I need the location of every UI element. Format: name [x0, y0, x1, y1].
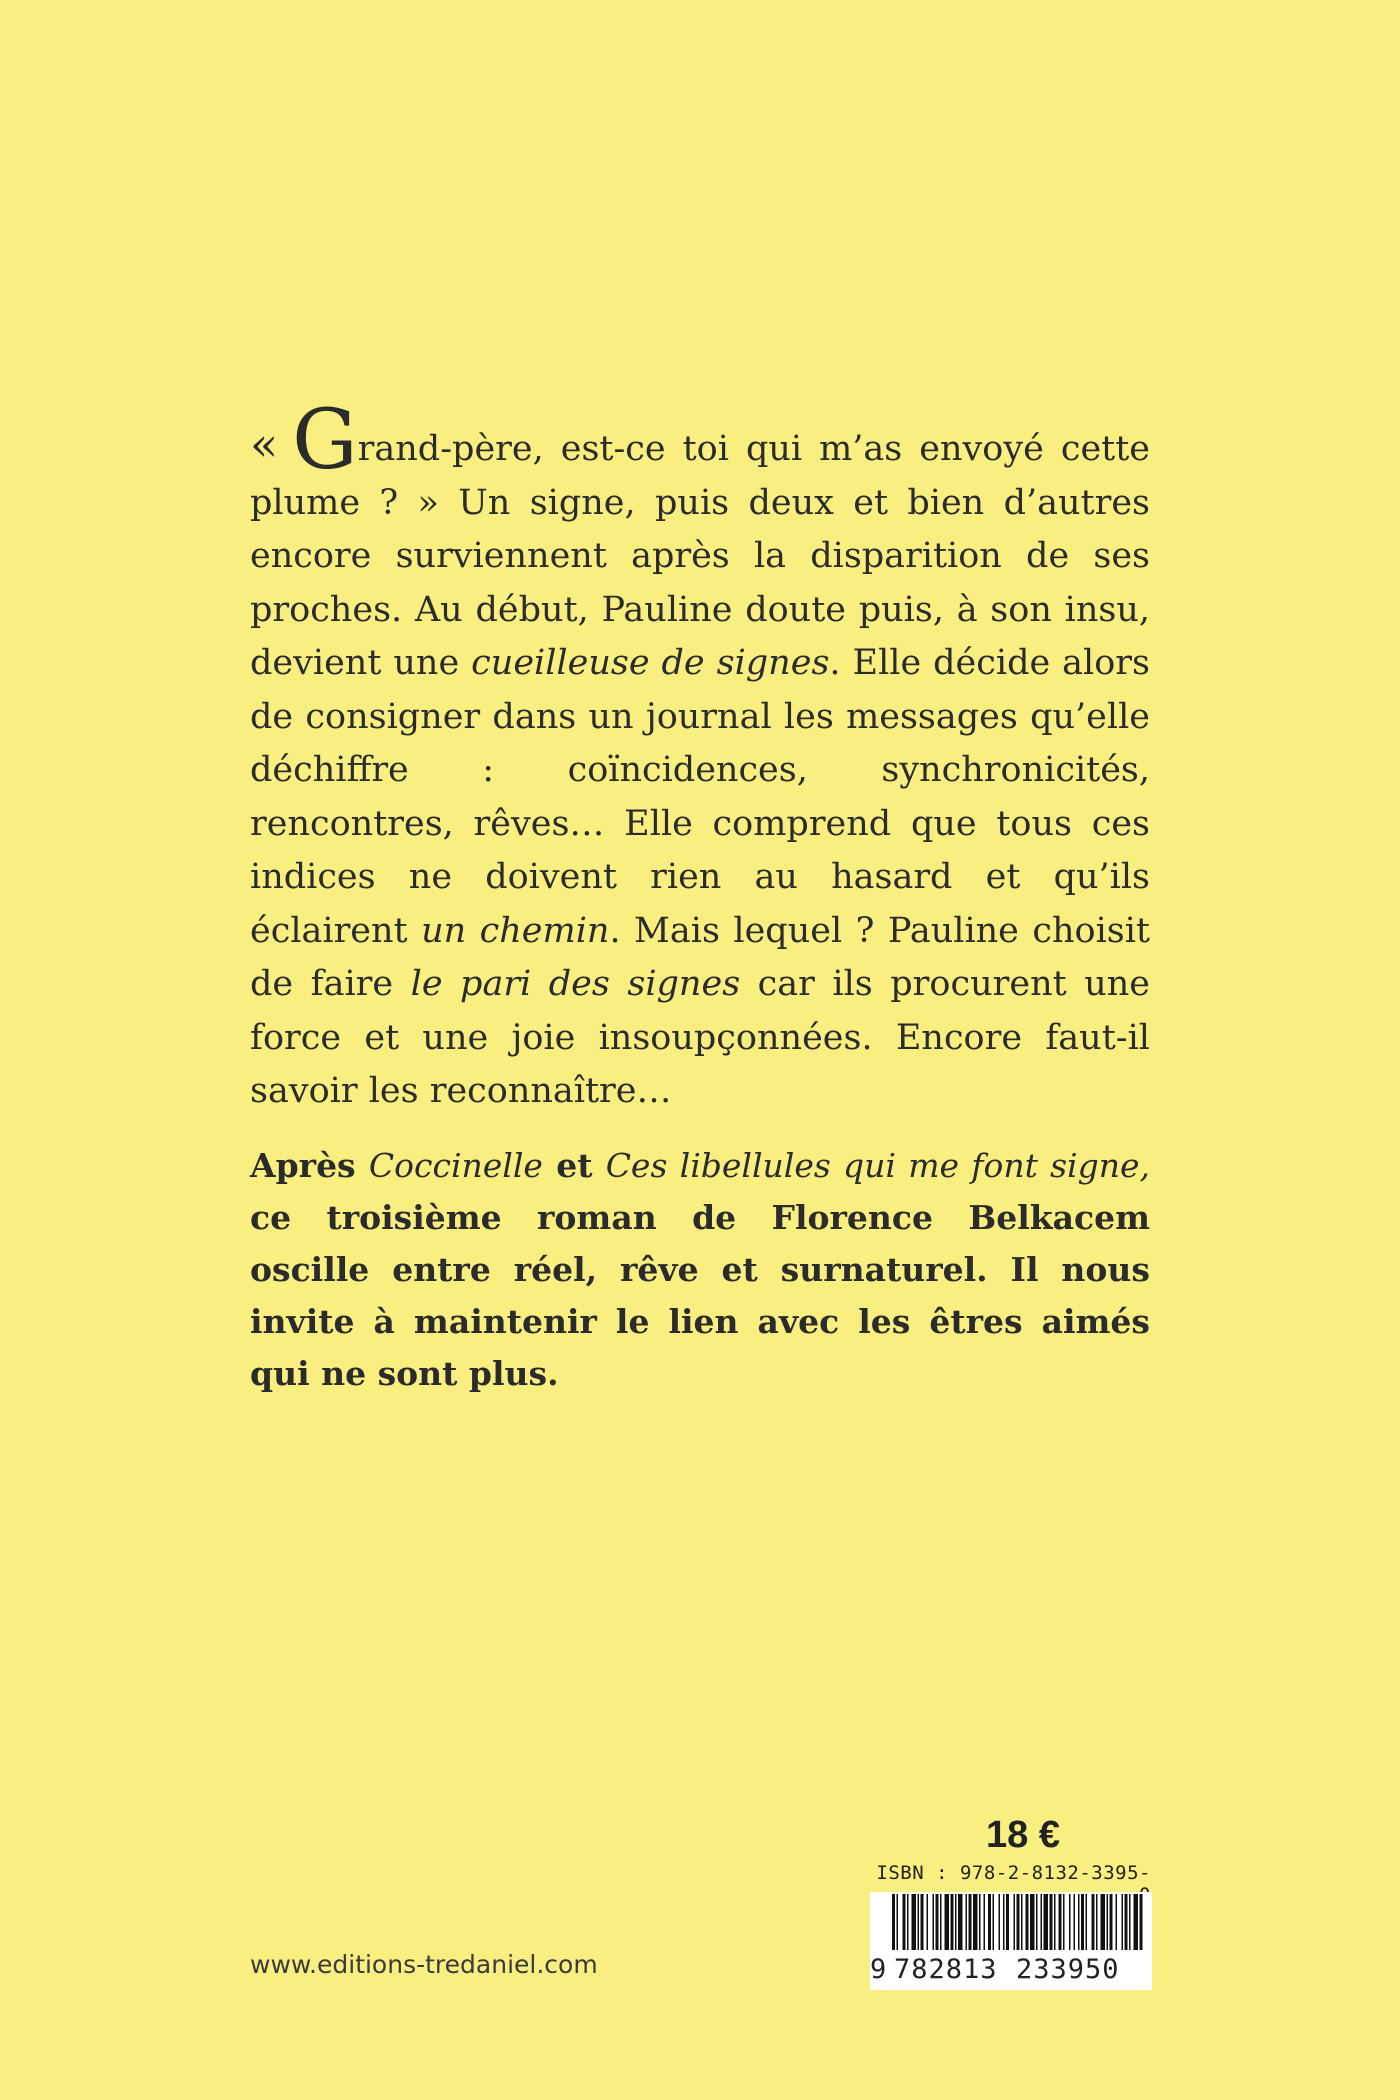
barcode-digits [870, 1950, 1152, 1990]
price-label: 18 € [986, 1814, 1060, 1856]
book-title-coccinelle: Coccinelle [368, 1146, 543, 1185]
author-note-text-2: et [542, 1146, 606, 1185]
barcode-digits-left: 782813 [894, 1954, 998, 1985]
barcode-digit-first: 9 [870, 1954, 888, 1985]
book-title-libellules: Ces libellules qui me font signe, [605, 1146, 1150, 1185]
initial-letter: G [292, 393, 358, 488]
author-note-text-3: ce troisième roman de Florence Belkacem oscille entre réel, rêve et surnaturel. Il nous invite à maintenir le lien avec les êtres aimés qui ne sont plus. [250, 1198, 1150, 1393]
blurb-italic-1: cueilleuse de signes [471, 643, 830, 683]
blurb-text-4: car ils procurent une force et une joie insoupçonnées. Encore faut-il savoir les reconnaître… [250, 964, 1150, 1111]
isbn-label: ISBN : 978-2-8132-3395- [876, 1862, 1151, 1884]
opening-guillemet: « [250, 417, 279, 471]
blurb-text-2: . Elle décide alors de consigner dans un journal les messages qu’elle déchiffre : coïncidences, synchronicités, rencontres, rêves… Elle comprend que tous ces indices ne doivent rien au hasard et qu’ils éclairent [250, 643, 1150, 951]
barcode-digits-right: 233950 [1016, 1954, 1120, 1985]
blurb-text-3: . Mais lequel ? Pauline choisit de faire [250, 910, 1150, 1004]
author-note [250, 1140, 1150, 1400]
publisher-website[interactable]: www.editions-tredaniel.com [250, 1950, 598, 1979]
author-note-text-1: Après [250, 1146, 369, 1185]
blurb-italic-3: le pari des signes [410, 964, 741, 1004]
back-cover-blurb [250, 393, 1150, 1119]
blurb-italic-2: un chemin [421, 910, 610, 951]
blurb-text-1: rand-père, est-ce toi qui m’as envoyé cette plume ? » Un signe, puis deux et bien d’autres encore surviennent après la disparition de ses proches. Au début, Pauline doute puis, à son insu, devient une [250, 429, 1150, 683]
